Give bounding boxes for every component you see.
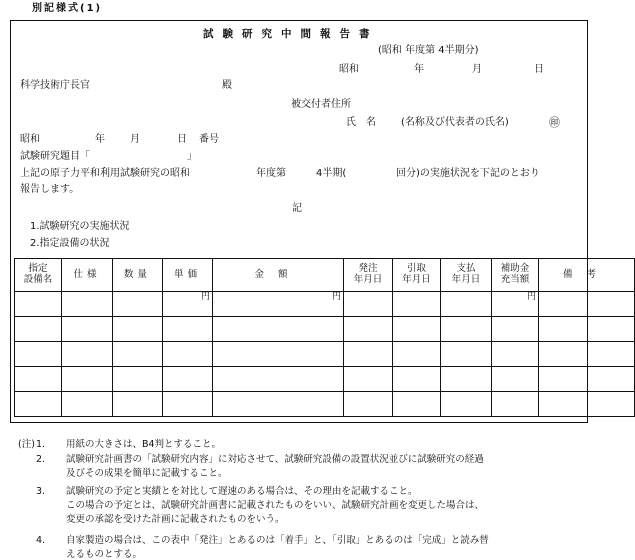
section-1: 1.試験研究の実施状況: [30, 221, 130, 232]
section-2: 2.指定設備の状況: [30, 238, 110, 249]
table-cell[interactable]: [441, 317, 492, 342]
col-header-amount: 金額: [213, 259, 344, 292]
table-cell[interactable]: [163, 392, 213, 417]
table-cell[interactable]: [163, 367, 213, 392]
table-cell[interactable]: [62, 317, 113, 342]
note-number: 3.: [36, 486, 46, 497]
table-cell[interactable]: [344, 367, 393, 392]
note-line: [36, 549, 142, 560]
date-day: 日: [534, 64, 544, 75]
date-month: 月: [472, 64, 482, 75]
statement-part-4: 回分)の実施状況を下記のとおり: [396, 168, 540, 179]
table-cell[interactable]: [393, 392, 441, 417]
table-cell[interactable]: [213, 392, 344, 417]
table-cell[interactable]: [539, 342, 635, 367]
grantee-address-label: 被交付者住所: [291, 99, 351, 110]
note-number: 4.: [36, 535, 46, 546]
table-cell[interactable]: [213, 367, 344, 392]
note-text: えるものとする。: [66, 549, 143, 560]
table-cell[interactable]: [441, 292, 492, 317]
form-label: 別記様式(1): [32, 3, 103, 14]
ref-month: 月: [130, 134, 140, 145]
date-year: 年: [414, 64, 424, 75]
table-cell[interactable]: [344, 392, 393, 417]
table-cell[interactable]: [492, 342, 539, 367]
note-number: 1.: [36, 439, 46, 450]
addressee: 科学技術庁長官: [20, 80, 90, 91]
col-header-spec: 仕様: [62, 259, 113, 292]
table-cell[interactable]: [113, 342, 163, 367]
table-cell[interactable]: [15, 317, 62, 342]
table-row: [15, 292, 635, 317]
ref-number: 番号: [199, 134, 219, 145]
table-cell[interactable]: [393, 292, 441, 317]
table-cell[interactable]: [441, 342, 492, 367]
table-cell[interactable]: 円: [213, 292, 344, 317]
table-cell[interactable]: [15, 392, 62, 417]
statement-part-1: 上記の原子力平和利用試験研究の昭和: [20, 168, 190, 179]
table-cell[interactable]: [344, 342, 393, 367]
subject-close: 」: [187, 151, 197, 162]
note-text: 変更の承認を受けた計画に記載されたものをいう。: [66, 514, 285, 525]
table-cell[interactable]: [113, 292, 163, 317]
table-cell[interactable]: [344, 292, 393, 317]
col-header-receipt-date: 引取 年月日: [393, 259, 441, 292]
ref-day: 日: [177, 134, 187, 145]
table-cell[interactable]: [15, 367, 62, 392]
col-header-quantity: 数量: [113, 259, 163, 292]
table-cell[interactable]: [113, 317, 163, 342]
col-header-subsidy: 補助金 充当額: [492, 259, 539, 292]
table-row: [15, 392, 635, 417]
table-cell[interactable]: [539, 367, 635, 392]
table-cell[interactable]: [163, 317, 213, 342]
note-line: [36, 514, 285, 525]
table-cell[interactable]: [62, 292, 113, 317]
report-period: (昭和 年度第 4半期分): [378, 45, 479, 56]
table-cell[interactable]: 円: [163, 292, 213, 317]
table-cell[interactable]: [492, 392, 539, 417]
table-cell[interactable]: [113, 392, 163, 417]
note-text: 自家製造の場合は、この表中「発注」とあるのは「着手」と、「引取」とあるのは「完成」と読み替: [66, 535, 489, 546]
table-cell[interactable]: [62, 367, 113, 392]
table-cell[interactable]: [492, 317, 539, 342]
statement-part-2: 年度第: [256, 168, 286, 179]
note-text: 試験研究計画書の「試験研究内容」に対応させて、試験研究設備の設置状況並びに試験研究の経過: [66, 454, 484, 465]
table-cell[interactable]: [15, 342, 62, 367]
table-cell[interactable]: [163, 342, 213, 367]
table-cell[interactable]: [441, 367, 492, 392]
table-row: [15, 367, 635, 392]
col-header-equipment: 指定 設備名: [15, 259, 62, 292]
table-cell[interactable]: [539, 392, 635, 417]
ki-heading: 記: [292, 203, 302, 214]
grantee-name-label: 氏 名: [346, 117, 376, 128]
table-cell[interactable]: [213, 342, 344, 367]
notes-label: (注): [18, 439, 35, 450]
note-line: [36, 486, 418, 497]
table-cell[interactable]: [393, 367, 441, 392]
note-text: 試験研究の予定と実績とを対比して遅速のある場合は、その理由を記載すること。: [66, 486, 418, 497]
addressee-suffix: 殿: [222, 80, 232, 91]
report-title: 試験研究中間報告書: [203, 28, 379, 40]
col-header-unit-price: 単価: [163, 259, 213, 292]
col-header-remarks: 備考: [539, 259, 635, 292]
table-row: [15, 317, 635, 342]
ref-year: 年: [95, 134, 105, 145]
note-text: 及びその成果を簡単に記載すること。: [66, 468, 228, 479]
table-cell[interactable]: [539, 292, 635, 317]
subject-label: 試験研究題目「: [20, 151, 90, 162]
table-cell[interactable]: [113, 367, 163, 392]
note-line: [36, 535, 489, 546]
table-cell[interactable]: [539, 317, 635, 342]
seal-mark: ㊞: [549, 116, 560, 129]
note-text: 用紙の大きさは、B4判とすること。: [66, 439, 222, 450]
note-line: [36, 500, 484, 511]
ref-era: 昭和: [20, 134, 40, 145]
table-cell[interactable]: [393, 317, 441, 342]
col-header-payment-date: 支払 年月日: [441, 259, 492, 292]
table-row: [15, 342, 635, 367]
note-line: [36, 454, 484, 465]
note-number: 2.: [36, 454, 46, 465]
note-line: [36, 468, 228, 479]
table-cell[interactable]: [441, 392, 492, 417]
table-cell[interactable]: [15, 292, 62, 317]
table-cell[interactable]: [492, 367, 539, 392]
table-cell[interactable]: [62, 342, 113, 367]
note-text: この場合の予定とは、試験研究計画書に記載されたものをいい、試験研究計画を変更した場合は、: [66, 500, 485, 511]
grantee-name-note: (名称及び代表者の氏名): [401, 117, 509, 128]
table-cell[interactable]: [62, 392, 113, 417]
table-cell[interactable]: 円: [492, 292, 539, 317]
table-header-row: [15, 259, 635, 292]
note-line: [36, 439, 221, 450]
equipment-table: [14, 258, 635, 417]
statement-part-3: 4半期(: [316, 168, 347, 179]
table-cell[interactable]: [393, 342, 441, 367]
col-header-order-date: 発注 年月日: [344, 259, 393, 292]
table-cell[interactable]: [344, 317, 393, 342]
table-cell[interactable]: [213, 317, 344, 342]
date-era: 昭和: [339, 64, 359, 75]
statement-line-2: 報告します。: [20, 184, 80, 195]
